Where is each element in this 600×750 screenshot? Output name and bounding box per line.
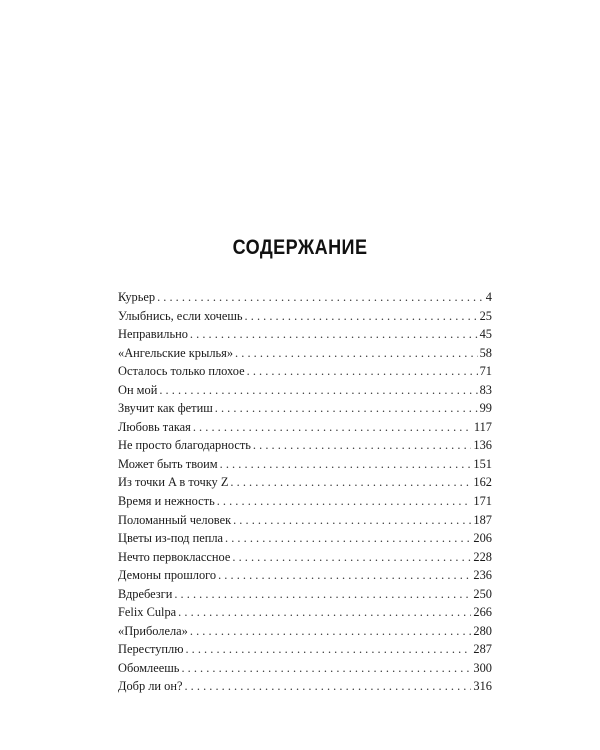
dot-leader (159, 381, 477, 400)
dot-leader (193, 418, 472, 437)
dot-leader (217, 492, 472, 511)
dot-leader (245, 307, 478, 326)
dot-leader (184, 677, 471, 696)
toc-entry[interactable] (118, 436, 492, 455)
toc-entry-page: 228 (473, 549, 492, 564)
toc-entry[interactable] (118, 473, 492, 492)
toc-entry-page: 83 (479, 382, 492, 397)
dot-leader (185, 640, 471, 659)
dot-leader (218, 566, 471, 585)
toc-entry-page: 236 (473, 568, 492, 583)
toc-entry[interactable] (118, 362, 492, 381)
toc-entry-page: 58 (479, 345, 492, 360)
toc-entry-title: Время и нежность (118, 494, 215, 509)
dot-leader (181, 659, 471, 678)
dot-leader (230, 473, 471, 492)
toc-entry-title: Демоны прошлого (118, 568, 217, 583)
toc-entry[interactable] (118, 585, 492, 604)
toc-entry-page: 287 (473, 642, 492, 657)
toc-entry-page: 171 (473, 494, 492, 509)
toc-entry-title: Он мой (118, 382, 158, 397)
toc-entry-page: 99 (479, 401, 492, 416)
toc-entry-page: 71 (479, 364, 492, 379)
dot-leader (247, 362, 478, 381)
dot-leader (235, 344, 478, 363)
dot-leader (233, 511, 471, 530)
dot-leader (232, 548, 471, 567)
toc-entry-page: 280 (473, 623, 492, 638)
toc-entry-page: 4 (485, 290, 492, 304)
toc-entry[interactable] (118, 288, 492, 307)
toc-entry[interactable] (118, 418, 492, 437)
toc-entry-title: Не просто благодарность (118, 438, 251, 453)
toc-entry[interactable] (118, 566, 492, 585)
toc-entry-page: 117 (473, 419, 492, 434)
toc-entry-title: Вдребезги (118, 586, 173, 601)
dot-leader (178, 603, 471, 622)
toc-entry[interactable] (118, 640, 492, 659)
toc-entry[interactable] (118, 399, 492, 418)
table-of-contents (118, 288, 492, 696)
dot-leader (215, 399, 478, 418)
toc-entry-page: 25 (479, 308, 492, 323)
toc-entry-title: Нечто первоклассное (118, 549, 231, 564)
toc-entry[interactable] (118, 455, 492, 474)
toc-entry[interactable] (118, 307, 492, 326)
dot-leader (253, 436, 471, 455)
toc-entry[interactable] (118, 529, 492, 548)
toc-entry[interactable] (118, 492, 492, 511)
page-title: СОДЕРЖАНИЕ (232, 236, 368, 259)
toc-entry-title: «Ангельские крылья» (118, 345, 234, 360)
toc-entry-title: «Приболела» (118, 623, 188, 638)
toc-entry-page: 162 (473, 475, 492, 490)
toc-entry[interactable] (118, 622, 492, 641)
toc-entry-title: Поломанный человек (118, 512, 232, 527)
toc-entry-title: Неправильно (118, 327, 188, 342)
toc-entry-page: 151 (473, 456, 492, 471)
toc-entry-title: Курьер (118, 290, 156, 304)
toc-entry-page: 266 (473, 605, 492, 620)
toc-entry[interactable] (118, 548, 492, 567)
dot-leader (220, 455, 472, 474)
dot-leader (157, 288, 484, 307)
toc-entry[interactable] (118, 603, 492, 622)
toc-entry-title: Осталось только плохое (118, 364, 245, 379)
toc-entry[interactable] (118, 325, 492, 344)
toc-entry-title: Felix Culpa (118, 605, 177, 620)
toc-entry-title: Улыбнись, если хочешь (118, 308, 243, 323)
toc-entry[interactable] (118, 677, 492, 696)
toc-entry[interactable] (118, 381, 492, 400)
toc-entry-title: Цветы из-под пепла (118, 531, 224, 546)
toc-entry-page: 300 (473, 660, 492, 675)
toc-entry-page: 136 (473, 438, 492, 453)
toc-entry-page: 250 (473, 586, 492, 601)
toc-entry-title: Любовь такая (118, 419, 191, 434)
toc-entry-title: Переступлю (118, 642, 184, 657)
toc-entry[interactable] (118, 659, 492, 678)
dot-leader (174, 585, 471, 604)
toc-entry-page: 45 (479, 327, 492, 342)
toc-entry-page: 316 (473, 679, 492, 694)
dot-leader (190, 622, 472, 641)
toc-entry[interactable] (118, 511, 492, 530)
toc-entry-title: Обомлеешь (118, 660, 180, 675)
toc-entry-page: 206 (473, 531, 492, 546)
toc-entry-title: Из точки A в точку Z (118, 475, 229, 490)
toc-entry-page: 187 (473, 512, 492, 527)
toc-entry[interactable] (118, 344, 492, 363)
toc-entry-title: Звучит как фетиш (118, 401, 213, 416)
dot-leader (190, 325, 478, 344)
toc-entry-title: Добр ли он? (118, 679, 183, 694)
dot-leader (225, 529, 471, 548)
toc-entry-title: Может быть твоим (118, 456, 218, 471)
